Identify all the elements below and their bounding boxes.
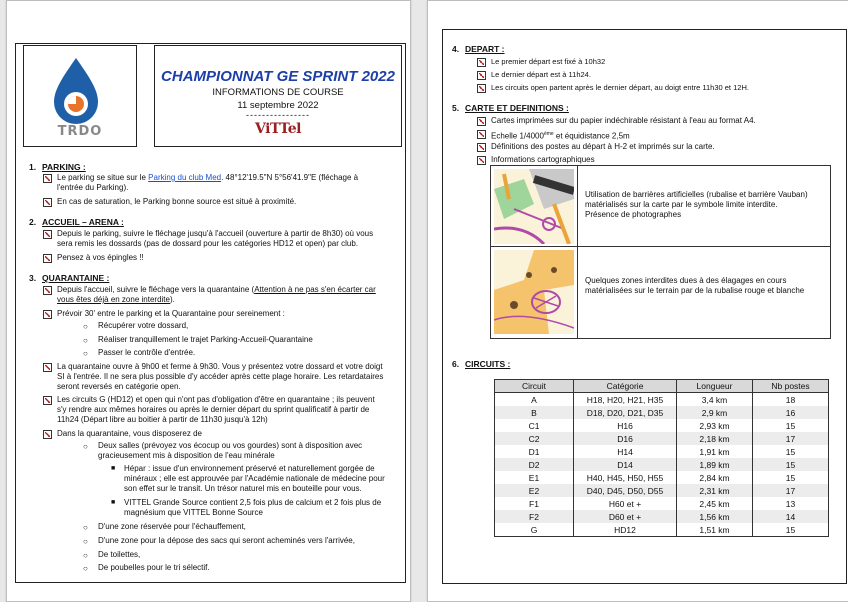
square-bullet-icon: ■ (111, 465, 116, 472)
table-cell: 1,89 km (677, 458, 753, 471)
accueil-line-3: Pensez à vos épingles !! (57, 253, 144, 262)
table-cell: E1 (495, 471, 574, 484)
carte-line-4: Informations cartographiques (491, 155, 595, 164)
separator: ---------------- (246, 110, 310, 120)
bullet-icon: ○ (83, 322, 88, 331)
checkbox-icon (43, 230, 52, 239)
parking-line-1: Le parking se situe sur le Parking du club Med. 48°12'19.5"N 5°56'41.9"E (fléchage à (57, 173, 359, 182)
accueil-line-2: sera remis les dossards (pas de dossard pour les catégories HD12 et open) par club. (57, 239, 359, 248)
checkbox-icon (43, 363, 52, 372)
table-cell: 2,84 km (677, 471, 753, 484)
table-cell: D60 et + (574, 510, 677, 523)
depart-line-3: Les circuits open partent après le dernier départ, au doigt entre 11h30 et 12H. (491, 83, 749, 92)
carte-line-1: Cartes imprimées sur du papier indéchirable résistant à l'eau au format A4. (491, 116, 756, 125)
quarantaine-detail-1: Deux salles (prévoyez vos écocup ou vos gourdes) sont à disposition avec (98, 441, 363, 450)
circuits-table (494, 379, 829, 537)
map-info-row1-line3: Présence de photographes (585, 210, 682, 219)
table-cell: 15 (753, 419, 829, 432)
quarantaine-line-1: Depuis l'accueil, suivre le fléchage vers la quarantaine (Attention à ne pas s'en écarter car (57, 285, 376, 294)
table-cell: 17 (753, 432, 829, 445)
checkbox-icon (43, 198, 52, 207)
table-cell: D40, D45, D50, D55 (574, 484, 677, 497)
checkbox-icon (43, 396, 52, 405)
section-heading-accueil: 2. ACCUEIL – ARENA : (29, 217, 124, 227)
table-cell: 17 (753, 484, 829, 497)
table-row (495, 523, 829, 537)
table-cell: 15 (753, 458, 829, 471)
quarantaine-line-7: Les circuits G (HD12) et open qui n'ont pas d'obligation d'être en quarantaine ; ils peuvent (57, 395, 375, 404)
table-cell: 15 (753, 471, 829, 484)
table-cell: D16 (574, 432, 677, 445)
map-sample-barriers-image (494, 169, 574, 244)
table-cell: D2 (495, 458, 574, 471)
hepar-line-2: minéraux ; elle est approuvée par l'Académie nationale de médecine pour (124, 474, 385, 483)
table-row (495, 419, 829, 432)
table-cell: 15 (753, 445, 829, 458)
parking-line-2: l'entrée du Parking). (57, 183, 129, 192)
vittel-line-1: VITTEL Grande Source contient 2,5 fois plus de calcium et 2 fois plus de (124, 498, 382, 507)
quarantaine-detail-2: gracieusement mis à disposition de l'eau minérale (98, 451, 275, 460)
table-cell: 1,56 km (677, 510, 753, 523)
table-row (495, 458, 829, 471)
table-row (495, 510, 829, 523)
table-cell: 3,4 km (677, 393, 753, 407)
zone-item-4: De poubelles pour le tri sélectif. (98, 563, 210, 572)
table-cell: 18 (753, 393, 829, 407)
column-header: Catégorie (574, 380, 677, 393)
map-info-row1-line2: matérialisés sur la carte par le symbole limite interdite. (585, 200, 778, 209)
checkbox-icon (43, 174, 52, 183)
checkbox-icon (477, 58, 486, 67)
map-info-row2-line1: Quelques zones interdites dues à des élagages en cours (585, 276, 787, 285)
table-row (495, 445, 829, 458)
bullet-icon: ○ (83, 551, 88, 560)
document-page-1 (6, 0, 411, 602)
quarantaine-line-2: vous êtes déjà en zone interdite). (57, 295, 175, 304)
carte-line-2: Echelle 1/4000ème et équidistance 2,5m (491, 131, 630, 141)
quarantaine-sub-1: Récupérer votre dossard, (98, 321, 189, 330)
checkbox-icon (477, 84, 486, 93)
carte-line-3: Définitions des postes au départ à H-2 et imprimés sur la carte. (491, 142, 715, 151)
quarantaine-line-5: SI à l'entrée. Il ne sera plus possible d'y accéder après cette plage horaire. Les retardataires (57, 372, 384, 381)
table-cell: F2 (495, 510, 574, 523)
section-heading-quarantaine: 3. QUARANTAINE : (29, 273, 110, 283)
bullet-icon: ○ (83, 442, 88, 451)
table-cell: H16 (574, 419, 677, 432)
table-cell: H40, H45, H50, H55 (574, 471, 677, 484)
table-cell: 16 (753, 406, 829, 419)
document-title: CHAMPIONNAT GE SPRINT 2022 (161, 68, 395, 85)
checkbox-icon (43, 286, 52, 295)
parking-line-3: En cas de saturation, le Parking bonne source est situé à proximité. (57, 197, 297, 206)
table-row (495, 393, 829, 407)
table-cell: H14 (574, 445, 677, 458)
quarantaine-line-9: 11h24 (Départ libre au boitier à partir de 11h30 jusqu'à 12h) (57, 415, 268, 424)
bullet-icon: ○ (83, 349, 88, 358)
document-page-2 (427, 0, 848, 602)
checkbox-icon (43, 254, 52, 263)
checkbox-icon (43, 430, 52, 439)
column-header: Nb postes (753, 380, 829, 393)
table-cell: H18, H20, H21, H35 (574, 393, 677, 407)
column-header: Longueur (677, 380, 753, 393)
map-info-table (490, 165, 831, 339)
zone-item-3: De toilettes, (98, 550, 141, 559)
table-cell: HD12 (574, 523, 677, 537)
section-heading-parking: 1. PARKING : (29, 162, 86, 172)
checkbox-icon (477, 130, 486, 139)
table-cell: 13 (753, 497, 829, 510)
table-cell: F1 (495, 497, 574, 510)
accueil-line-1: Depuis le parking, suivre le fléchage jusqu'à l'accueil (ouverture à partir de 8h30) où vous (57, 229, 374, 238)
map-sample-forbidden-zones-image (494, 250, 574, 334)
table-cell: A (495, 393, 574, 407)
sponsor-logo: ViTTel (255, 121, 301, 137)
hepar-line-3: son effet sur le transit. Un trésor naturel mis en bouteille pour vous. (124, 484, 362, 493)
zone-item-1: D'une zone réservée pour l'échauffement, (98, 522, 246, 531)
table-cell: 2,93 km (677, 419, 753, 432)
logo-text: TRDO (57, 124, 103, 139)
title-box (154, 45, 402, 147)
table-cell: D1 (495, 445, 574, 458)
table-cell: 15 (753, 523, 829, 537)
section-heading-depart: 4. DEPART : (452, 44, 505, 54)
square-bullet-icon: ■ (111, 499, 116, 506)
bullet-icon: ○ (83, 537, 88, 546)
table-cell: 2,31 km (677, 484, 753, 497)
table-cell: 1,51 km (677, 523, 753, 537)
table-cell: 14 (753, 510, 829, 523)
club-logo (23, 45, 137, 147)
map-info-row1-line1: Utilisation de barrières artificielles (rubalise et barrière Vauban) (585, 190, 808, 199)
table-cell: B (495, 406, 574, 419)
table-cell: H60 et + (574, 497, 677, 510)
document-subtitle: INFORMATIONS DE COURSE (212, 87, 344, 98)
table-cell: C2 (495, 432, 574, 445)
table-row (495, 471, 829, 484)
quarantaine-sub-2: Réaliser tranquillement le trajet Parking-Accueil-Quarantaine (98, 335, 313, 344)
table-header-row (495, 380, 829, 393)
table-cell: 2,9 km (677, 406, 753, 419)
table-row (495, 497, 829, 510)
table-cell: D14 (574, 458, 677, 471)
section-heading-carte: 5. CARTE ET DEFINITIONS : (452, 103, 569, 113)
depart-line-2: Le dernier départ est à 11h24. (491, 70, 591, 79)
table-row (495, 406, 829, 419)
quarantaine-line-6: seront reversés en catégorie open. (57, 382, 181, 391)
table-cell: 2,18 km (677, 432, 753, 445)
table-row (495, 484, 829, 497)
bullet-icon: ○ (83, 523, 88, 532)
depart-line-1: Le premier départ est fixé à 10h32 (491, 57, 606, 66)
table-cell: D18, D20, D21, D35 (574, 406, 677, 419)
checkbox-icon (477, 156, 486, 165)
zone-item-2: D'une zone pour la dépose des sacs qui seront acheminés vers l'arrivée, (98, 536, 355, 545)
hepar-line-1: Hépar : issue d'un environnement préservé et naturellement gorgée de (124, 464, 375, 473)
quarantaine-line-4: La quarantaine ouvre à 9h00 et ferme à 9h30. Vous y présentez votre dossard et votre doigt (57, 362, 383, 371)
table-cell: E2 (495, 484, 574, 497)
map-info-row2-line2: matérialisées sur le terrain par de la rubalise rouge et blanche (585, 286, 805, 295)
checkbox-icon (477, 71, 486, 80)
parking-link[interactable]: Parking du club Med (148, 173, 222, 182)
bullet-icon: ○ (83, 336, 88, 345)
checkbox-icon (43, 310, 52, 319)
table-row (495, 432, 829, 445)
document-date: 11 septembre 2022 (237, 100, 319, 111)
vittel-line-2: magnésium que VITTEL Bonne Source (124, 508, 263, 517)
quarantaine-line-8: s'y rendre aux mêmes horaires ou après le dernier départ du sprint qualificatif à partir de (57, 405, 370, 414)
table-cell: 1,91 km (677, 445, 753, 458)
table-cell: G (495, 523, 574, 537)
quarantaine-sub-3: Passer le contrôle d'entrée. (98, 348, 196, 357)
section-heading-circuits: 6. CIRCUITS : (452, 359, 511, 369)
column-header: Circuit (495, 380, 574, 393)
checkbox-icon (477, 143, 486, 152)
table-cell: 2,45 km (677, 497, 753, 510)
quarantaine-line-10: Dans la quarantaine, vous disposerez de (57, 429, 202, 438)
table-cell: C1 (495, 419, 574, 432)
quarantaine-line-3: Prévoir 30' entre le parking et la Quarantaine pour sereinement : (57, 309, 285, 318)
checkbox-icon (477, 117, 486, 126)
bullet-icon: ○ (83, 564, 88, 573)
